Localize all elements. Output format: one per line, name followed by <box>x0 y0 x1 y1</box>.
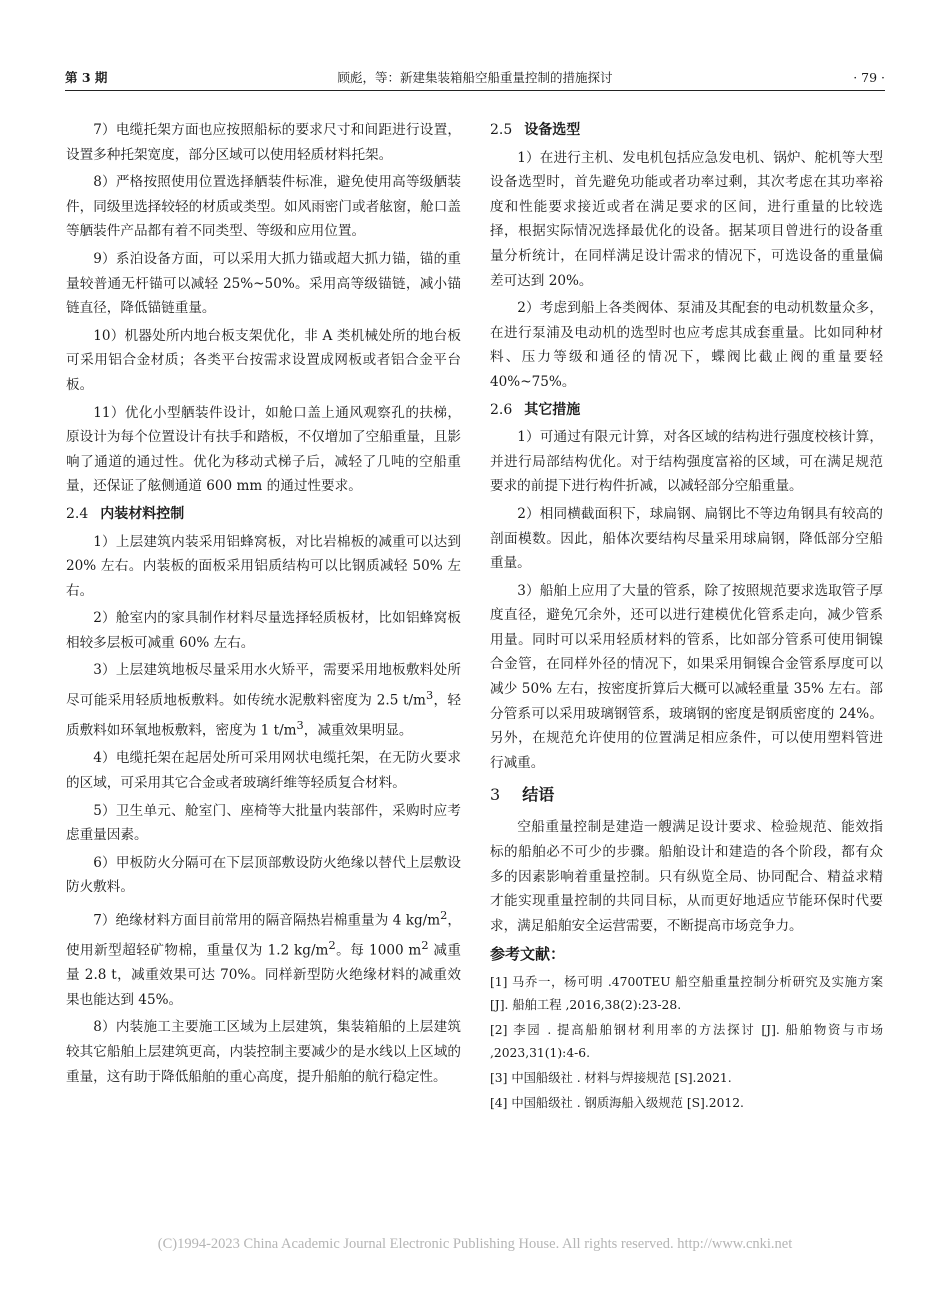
section-heading-3 <box>490 781 883 809</box>
paragraph: 2）舱室内的家具制作材料尽量选择轻质板材，比如铝蜂窝板相较多层板可减重 60% 左右。 <box>66 610 461 651</box>
paragraph: 4）电缆托架在起居处所可采用网状电缆托架，在无防火要求的区域，可采用其它合金或者玻璃纤维等轻质复合材料。 <box>66 750 461 791</box>
copyright-footer: (C)1994-2023 China Academic Journal Electronic Publishing House. All rights reserved. http://www.cnki.net <box>157 1236 793 1252</box>
paragraph: 1）在进行主机、发电机包括应急发电机、锅炉、舵机等大型设备选型时，首先避免功能或者功率过剩，其次考虑在其功率裕度和性能要求接近或者在满足要求的区间，进行重量的比较选择，根据实际情况选择最优化的设备。据某项目曾进行的设备重量分析统计，在同样满足设计需求的情况下，可选设备的重量偏差可达到 20%。 <box>490 149 883 289</box>
paragraph: 空船重量控制是建造一艘满足设计要求、检验规范、能效指标的船舶必不可少的步骤。船舶设计和建造的各个阶段，都有众多的因素影响着重量控制。只有纵览全局、协同配合、精益求精才能实现重量控制的共同目标，从而更好地适应节能环保时代要求，满足船舶安全运营需要，不断提高市场竞争力。 <box>490 819 883 934</box>
paragraph: 11）优化小型舾装件设计，如舱口盖上通风观察孔的扶梯，原设计为每个位置设计有扶手和踏板，不仅增加了空船重量，且影响了通道的通过性。优化为移动式梯子后，减轻了几吨的空船重量，还保证了舷侧通道 600 mm 的通过性要求。 <box>66 404 461 495</box>
paragraph: 2）考虑到船上各类阀体、泵浦及其配套的电动机数量众多，在进行泵浦及电动机的选型时也应考虑其成套重量。比如同种材料、压力等级和通径的情况下，蝶阀比截止阀的重量要轻 40%~75%。 <box>490 300 883 390</box>
superscript: 3 <box>296 718 304 733</box>
section-title: 结语 <box>522 785 555 805</box>
section-heading-2-5 <box>490 118 883 143</box>
section-title: 内装材料控制 <box>100 505 185 522</box>
paragraph: 8）严格按照使用位置选择舾装件标准，避免使用高等级舾装件，同级里选择较轻的材质或类型。如风雨密门或者舷窗，舱口盖等舾装件产品都有着不同类型、等级和应用位置。 <box>66 174 461 240</box>
references-title: 参考文献： <box>490 945 566 964</box>
superscript: 2 <box>421 938 429 952</box>
right-column <box>490 118 883 1117</box>
paragraph: 1）可通过有限元计算，对各区域的结构进行强度校核计算，并进行局部结构优化。对于结构强度富裕的区域，可在满足规范要求的前提下进行构件折减，以减轻部分空船重量。 <box>490 429 883 495</box>
paragraph: 7）绝缘材料方面目前常用的隔音隔热岩棉重量为 4 $kg/m^2$，使用新型超轻矿物棉，重量仅为 1.2 $kg/m^2$。每 1000 $m^2$ 减重量 2.8 t，减重效果可达 70%。同样新型防火绝缘材料的减重效果也能达到 45%。 <box>66 907 461 1008</box>
section-title: 设备选型 <box>524 122 581 138</box>
section-number: 2.6 <box>490 401 513 418</box>
superscript: 3 <box>425 688 434 703</box>
issue-number: 第 3 期 <box>65 70 108 85</box>
paragraph: 9）系泊设备方面，可以采用大抓力锚或超大抓力锚，锚的重量较普通无杆锚可以减轻 25%~50%。采用高等级锚链，减小锚链直径，降低锚链重量。 <box>66 250 461 317</box>
reference-item: [4] 中国船级社 . 钢质海船入级规范 [S].2012. <box>490 1096 744 1110</box>
paragraph: 7）电缆托架方面也应按照船标的要求尺寸和间距进行设置，设置多种托架宽度，部分区域可以使用轻质材料托架。 <box>66 122 461 163</box>
superscript: 2 <box>328 938 336 952</box>
paragraph: 5）卫生单元、舱室门、座椅等大批量内装部件，采购时应考虑重量因素。 <box>66 802 461 844</box>
section-number: 3 <box>490 785 501 805</box>
paragraph: 10）机器处所内地台板支架优化，非 A 类机械处所的地台板可采用铝合金材质；各类平台按需求设置成网板或者铝合金平台板。 <box>66 327 461 393</box>
reference-item: [1] 马乔一，杨可明 .4700TEU 船空船重量控制分析研究及实施方案 [J]. 船舶工程 ,2016,38(2):23-28. <box>490 975 883 1012</box>
superscript: 2 <box>440 907 448 922</box>
reference-item: [3] 中国船级社 . 材料与焊接规范 [S].2021. <box>490 1071 732 1085</box>
running-header <box>65 66 885 91</box>
page-number: · 79 · <box>853 70 885 85</box>
paragraph: 2）相同横截面积下，球扁钢、扁钢比不等边角钢具有较高的剖面模数。因此，船体次要结构尽量采用球扁钢，降低部分空船重量。 <box>490 505 883 572</box>
section-number: 2.4 <box>66 505 89 522</box>
paragraph: 1）上层建筑内装采用铝蜂窝板，对比岩棉板的减重可以达到 20% 左右。内装板的面板采用铝质结构可以比钢质减轻 50% 左右。 <box>66 533 461 599</box>
reference-item: [2] 李园 . 提高船舶钢材利用率的方法探讨 [J]. 船舶物资与市场 ,2023,31(1):4-6. <box>490 1023 883 1060</box>
paragraph: 3）船舶上应用了大量的管系，除了按照规范要求选取管子厚度直径，避免冗余外，还可以进行建模优化管系走向，减少管系用量。同时可以采用轻质材料的管系，比如部分管系可使用铜镍合金管，在同样外径的情况下，如果采用铜镍合金管系厚度可以减少 50% 左右，按密度折算后大概可以减轻重量 35% 左右。部分管系可以采用玻璃钢管系，玻璃钢的密度是钢质密度的 24%。另外，在规范允许使用的位置满足相应条件，可以使用塑料管进行减重。 <box>490 582 883 771</box>
section-heading-2-4 <box>66 502 461 527</box>
paragraph: 6）甲板防火分隔可在下层顶部敷设防火绝缘以替代上层敷设防火敷料。 <box>66 854 461 896</box>
paragraph: 3）上层建筑地板尽量采用水火矫平，需要采用地板敷料处所尽可能采用轻质地板敷料。如传统水泥敷料密度为 2.5 $t/m^3$，轻质敷料如环氧地板敷料，密度为 1 $t/m^3$，减重效果明显。 <box>66 662 461 739</box>
section-number: 2.5 <box>490 122 513 138</box>
running-title: 顾彪，等：新建集装箱船空船重量控制的措施探讨 <box>337 70 613 85</box>
section-title: 其它措施 <box>524 401 581 418</box>
paragraph: 8）内装施工主要施工区域为上层建筑，集装箱船的上层建筑较其它船舶上层建筑更高，内装控制主要减少的是水线以上区域的重量，这有助于降低船舶的重心高度，提升船舶的航行稳定性。 <box>66 1019 461 1085</box>
section-heading-2-6 <box>490 398 883 423</box>
left-column <box>66 118 461 1092</box>
